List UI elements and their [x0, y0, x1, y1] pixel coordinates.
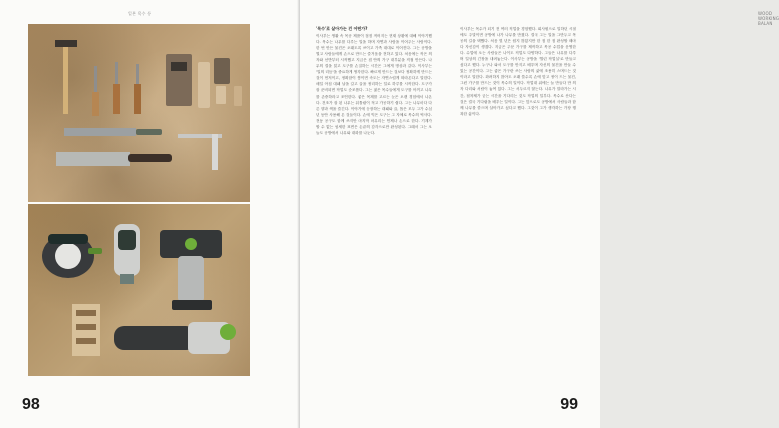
hand-tools-illustration: [28, 24, 250, 202]
article-column-1: [316, 26, 432, 330]
article-column-2: [460, 26, 576, 330]
dowel-jig-icon: [72, 304, 100, 356]
page-number-right: 99: [560, 396, 578, 413]
running-head-left: 일본 목수 등: [128, 11, 152, 16]
hammer-icon: [55, 40, 77, 114]
left-page: [0, 0, 300, 428]
chisel-icon: [92, 62, 141, 116]
saw-icon: [56, 128, 172, 166]
orbital-sander-icon: [42, 234, 102, 278]
article-body-1: 이사부는 생활 속 목공 제품이 점점 적어지는 현재 상황에 대해 이야기했다. 목수는 나무를 다루는 일을 하며 자연과 사람을 이어주는 사람이다. 한 번 만든 물건은 오래도록 쓰이고 가족 대대로 이어진다. 그는 공방을 열고 사람들에게 손으로 만드는 즐거움을 전하고 있다. 처음에는 작은 의자와 선반부터 시작했고 지금은 집 안의 가구 대부분을 직접 만든다. 나무의 결을 읽고 도구를 손질하는 시간은 그에게 명상과 같다. 이사부는 '일의 리듬'을 중요하게 생각한다. 빠르게 만드는 것보다 정확하게 만드는 것이 먼저이고, 정확함이 쌓이면 속도는 자연스럽게 따라온다고 말한다. 매일 아침 대패 날을 갈고 끌을 정리하는 일로 하루를 시작한다. 도구가 잘 준비되면 작업도 순조롭다. 그는 젊은 목수들에게 도구를 아끼고 나무를 존중하라고 조언한다. 좋은 목재를 고르는 눈은 오랜 경험에서 나온다. 건조가 잘 된 나무는 뒤틀림이 적고 가공하기 쉽다. 그는 나무마다 다른 향과 색을 즐긴다. 이야기에 등장하는 대패와 끌, 톱은 모두 그가 수십 년 동안 사용해 온 것들이다. 손에 익은 도구는 그 자체로 목수의 역사다. 전동 공구도 함께 쓰지만 마지막 마무리는 언제나 손으로 한다. 기계가 할 수 없는 섬세한 표면은 손끝의 감각으로만 완성된다. 그래서 그는 오늘도 공방에서 나무와 대화를 나눈다.: [316, 34, 432, 135]
biscuit-jointer-icon: [114, 322, 236, 354]
running-head-right: WOOD WORKING BALAN: [758, 11, 779, 26]
article-heading: '목수'로 살아가는 건 어떤가?: [316, 26, 368, 31]
power-tools-illustration: [28, 204, 250, 376]
router-icon: [114, 224, 140, 284]
plane-icon: [166, 54, 242, 108]
try-square-icon: [178, 134, 222, 170]
page-number-left: 98: [22, 396, 40, 413]
hand-tools-photo: [28, 24, 250, 202]
plunge-router-icon: [160, 230, 222, 310]
article-body-2: 이사부는 목수가 되기 전 여러 직업을 경험했다. 회사원으로 일하던 시절에도 주말이면 공방에 나가 나무를 만졌다. 결국 그는 일을 그만두고 목공의 길을 택했다. 처음 몇 년은 쉽지 않았지만 한 점 한 점 완성할 때마다 자신감이 생겼다. 지금은 주문 가구를 제작하고 목공 수업을 운영한다. 수업에 오는 사람들은 나이도 직업도 다양하다. 그들은 나무를 다루며 일상의 긴장을 내려놓는다. 이사부는 공방을 '열린 작업실'로 만들고 싶다고 했다. 누구나 와서 도구를 만지고 배우며 자신의 물건을 만들 수 있는 공간이다. 그는 좋은 가구란 쓰는 사람의 삶에 조용히 스며드는 것이라고 말한다. 화려하지 않아도 오래 쓸수록 손에 맞고 정이 드는 물건, 그런 가구를 만드는 것이 목수의 일이다. 작업대 위에는 늘 만들다 만 의자 다리와 서랍이 놓여 있다. 그는 서두르지 않는다. 나무가 말라가는 시간, 접착제가 굳는 시간을 기다리는 것도 작업의 일부다. 목수로 산다는 것은 결국 기다림을 배우는 일이다. 그는 앞으로도 공방에서 사람들과 함께 나무를 깎으며 살아가고 싶다고 했다. 그것이 그가 생각하는 가장 행복한 삶이다.: [460, 27, 576, 116]
power-tools-photo: [28, 204, 250, 376]
